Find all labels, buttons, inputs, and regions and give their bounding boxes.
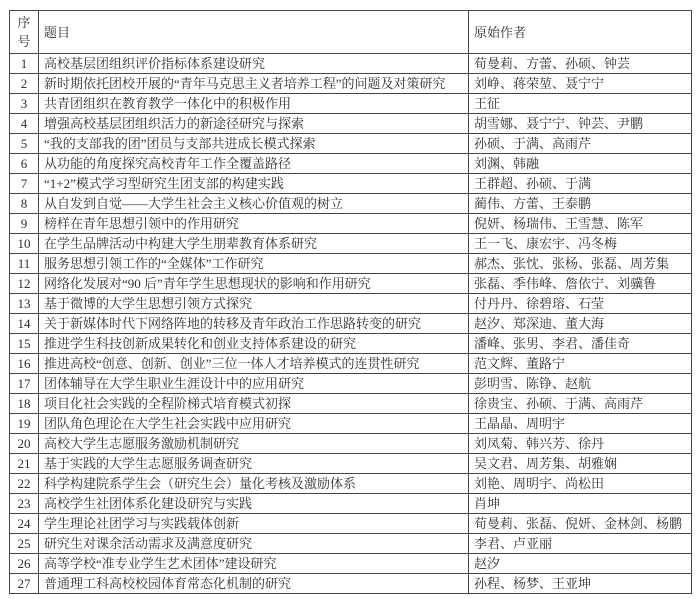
row-authors: 赵汐 — [469, 554, 692, 574]
row-title: 团队角色理论在大学生社会实践中应用研究 — [39, 414, 469, 434]
row-title: 关于新媒体时代下网络阵地的转移及青年政治工作思路转变的研究 — [39, 314, 469, 334]
row-number: 7 — [10, 174, 39, 194]
row-authors: 郝杰、张忱、张杨、张磊、周芳集 — [469, 254, 692, 274]
row-title: 基于微博的大学生思想引领方式探究 — [39, 294, 469, 314]
row-title: 高等学校“准专业学生艺术团体”建设研究 — [39, 554, 469, 574]
table-row — [10, 434, 692, 454]
row-number: 14 — [10, 314, 39, 334]
row-authors: 徐贵宝、孙硕、于满、高雨芹 — [469, 394, 692, 414]
row-title: 共青团组织在教育教学一体化中的积极作用 — [39, 94, 469, 114]
row-authors: 王一飞、康宏宇、冯冬梅 — [469, 234, 692, 254]
row-title: 普通理工科高校校园体育常态化机制的研究 — [39, 574, 469, 594]
header-row — [10, 11, 692, 54]
table-row — [10, 114, 692, 134]
table-row — [10, 54, 692, 74]
row-title: 推进学生科技创新成果转化和创业支持体系建设的研究 — [39, 334, 469, 354]
row-number: 5 — [10, 134, 39, 154]
row-authors: 肖坤 — [469, 494, 692, 514]
table-row — [10, 334, 692, 354]
table-row — [10, 174, 692, 194]
row-number: 15 — [10, 334, 39, 354]
table-row — [10, 74, 692, 94]
header-cell-number: 序号 — [10, 11, 39, 54]
row-title: 高校学生社团体系化建设研究与实践 — [39, 494, 469, 514]
header-cell-authors: 原始作者 — [469, 11, 692, 54]
table-row — [10, 414, 692, 434]
row-title: 高校大学生志愿服务激励机制研究 — [39, 434, 469, 454]
row-authors: 蔺伟、方蕾、王泰鹏 — [469, 194, 692, 214]
table-row — [10, 254, 692, 274]
row-authors: 刘渊、韩融 — [469, 154, 692, 174]
papers-table — [9, 10, 692, 594]
row-number: 16 — [10, 354, 39, 374]
row-number: 24 — [10, 514, 39, 534]
row-number: 18 — [10, 394, 39, 414]
row-authors: 范文辉、董路宁 — [469, 354, 692, 374]
table-row — [10, 554, 692, 574]
row-number: 10 — [10, 234, 39, 254]
row-number: 2 — [10, 74, 39, 94]
row-authors: 荀曼莉、张磊、倪妍、金林剑、杨鹏 — [469, 514, 692, 534]
row-title: “1+2”模式学习型研究生团支部的构建实践 — [39, 174, 469, 194]
row-number: 27 — [10, 574, 39, 594]
table-row — [10, 494, 692, 514]
table-row — [10, 394, 692, 414]
table-row — [10, 294, 692, 314]
table-row — [10, 214, 692, 234]
row-authors: 孙硕、于满、高雨芹 — [469, 134, 692, 154]
row-title: “我的支部我的团”团员与支部共进成长模式探索 — [39, 134, 469, 154]
row-title: 团体辅导在大学生职业生涯设计中的应用研究 — [39, 374, 469, 394]
row-number: 20 — [10, 434, 39, 454]
header-cell-title: 题目 — [39, 11, 469, 54]
row-authors: 王晶晶、周明宇 — [469, 414, 692, 434]
row-title: 基于实践的大学生志愿服务调查研究 — [39, 454, 469, 474]
table-row — [10, 534, 692, 554]
table-row — [10, 134, 692, 154]
table-row — [10, 474, 692, 494]
table-header — [10, 11, 692, 54]
row-number: 22 — [10, 474, 39, 494]
table-row — [10, 574, 692, 594]
table-row — [10, 314, 692, 334]
row-authors: 胡雪娜、聂宁宁、钟芸、尹鹏 — [469, 114, 692, 134]
row-title: 科学构建院系学生会（研究生会）量化考核及激励体系 — [39, 474, 469, 494]
row-number: 8 — [10, 194, 39, 214]
row-authors: 倪妍、杨瑞伟、王雪慧、陈军 — [469, 214, 692, 234]
row-authors: 彭明雪、陈铮、赵航 — [469, 374, 692, 394]
row-title: 增强高校基层团组织活力的新途径研究与探索 — [39, 114, 469, 134]
row-title: 榜样在青年思想引领中的作用研究 — [39, 214, 469, 234]
row-authors: 潘峰、张男、李君、潘佳奇 — [469, 334, 692, 354]
row-number: 6 — [10, 154, 39, 174]
table-row — [10, 154, 692, 174]
row-title: 在学生品牌活动中构建大学生朋辈教育体系研究 — [39, 234, 469, 254]
row-title: 从自发到自觉——大学生社会主义核心价值观的树立 — [39, 194, 469, 214]
row-title: 学生理论社团学习与实践载体创新 — [39, 514, 469, 534]
row-number: 23 — [10, 494, 39, 514]
row-number: 4 — [10, 114, 39, 134]
row-authors: 张磊、季伟峰、詹依宁、刘骥鲁 — [469, 274, 692, 294]
row-authors: 刘凤菊、韩兴芳、徐丹 — [469, 434, 692, 454]
table-row — [10, 374, 692, 394]
row-authors: 孙程、杨梦、王亚坤 — [469, 574, 692, 594]
row-title: 推进高校“创意、创新、创业”三位一体人才培养模式的连贯性研究 — [39, 354, 469, 374]
row-number: 19 — [10, 414, 39, 434]
row-title: 服务思想引领工作的“全媒体”工作研究 — [39, 254, 469, 274]
row-number: 17 — [10, 374, 39, 394]
row-authors: 荀曼莉、方蕾、孙硕、钟芸 — [469, 54, 692, 74]
row-number: 11 — [10, 254, 39, 274]
table-body — [10, 54, 692, 594]
row-title: 新时期依托团校开展的“青年马克思主义者培养工程”的问题及对策研究 — [39, 74, 469, 94]
row-authors: 王征 — [469, 94, 692, 114]
row-title: 从功能的角度探究高校青年工作全覆盖路径 — [39, 154, 469, 174]
row-number: 1 — [10, 54, 39, 74]
row-title: 项目化社会实践的全程阶梯式培育模式初探 — [39, 394, 469, 414]
row-authors: 吴文君、周芳集、胡雅娴 — [469, 454, 692, 474]
table-row — [10, 94, 692, 114]
row-number: 12 — [10, 274, 39, 294]
row-number: 13 — [10, 294, 39, 314]
row-number: 26 — [10, 554, 39, 574]
row-title: 网络化发展对“90 后”青年学生思想现状的影响和作用研究 — [39, 274, 469, 294]
table-row — [10, 454, 692, 474]
table-row — [10, 234, 692, 254]
row-authors: 刘艳、周明宇、尚松田 — [469, 474, 692, 494]
table-row — [10, 514, 692, 534]
table-row — [10, 354, 692, 374]
row-authors: 付丹丹、徐碧瑢、石莹 — [469, 294, 692, 314]
row-number: 21 — [10, 454, 39, 474]
row-number: 9 — [10, 214, 39, 234]
row-authors: 赵汐、郑深迪、董大海 — [469, 314, 692, 334]
row-authors: 刘峥、蒋荣堃、聂宁宁 — [469, 74, 692, 94]
table-row — [10, 194, 692, 214]
row-title: 研究生对课余活动需求及满意度研究 — [39, 534, 469, 554]
row-authors: 李君、卢亚丽 — [469, 534, 692, 554]
table-row — [10, 274, 692, 294]
row-authors: 王群超、孙硕、于满 — [469, 174, 692, 194]
row-number: 3 — [10, 94, 39, 114]
row-title: 高校基层团组织评价指标体系建设研究 — [39, 54, 469, 74]
row-number: 25 — [10, 534, 39, 554]
